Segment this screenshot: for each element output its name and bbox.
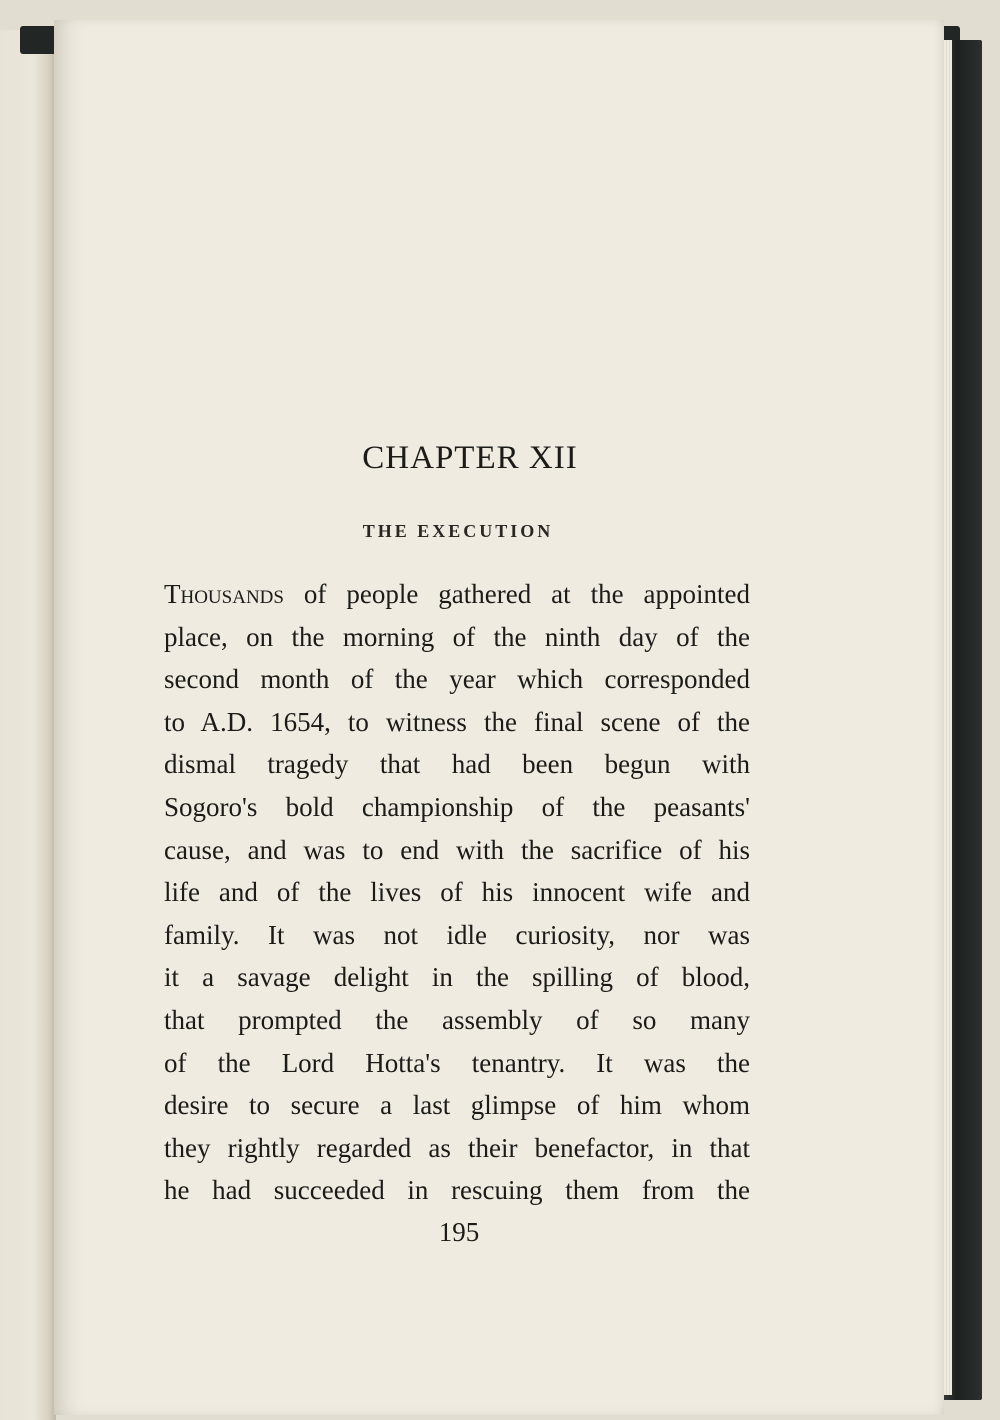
text-line-content: he had succeeded in rescuing them from the bbox=[164, 1175, 750, 1206]
text-line-content: cause, and was to end with the sacrifice of his bbox=[164, 834, 750, 865]
text-line-content: family. It was not idle curiosity, nor was bbox=[164, 919, 750, 950]
text-line-content: it a savage delight in the spilling of blood, bbox=[164, 962, 750, 993]
body-text bbox=[164, 573, 750, 1212]
book-page bbox=[54, 20, 944, 1415]
text-line-content: they rightly regarded as their benefactor, in that bbox=[164, 1132, 750, 1163]
text-line bbox=[164, 786, 750, 829]
text-line bbox=[164, 573, 750, 616]
text-line-content: desire to secure a last glimpse of him whom bbox=[164, 1090, 750, 1121]
text-line bbox=[164, 616, 750, 659]
text-line bbox=[164, 1084, 750, 1127]
text-line-content: second month of the year which corresponded bbox=[164, 664, 750, 695]
chapter-heading: CHAPTER XII bbox=[362, 440, 578, 476]
text-line-content: Sogoro's bold championship of the peasants' bbox=[164, 791, 750, 822]
text-line-content: of the Lord Hotta's tenantry. It was the bbox=[164, 1047, 750, 1078]
text-line bbox=[164, 701, 750, 744]
text-line bbox=[164, 658, 750, 701]
text-line bbox=[164, 1127, 750, 1170]
text-line bbox=[164, 829, 750, 872]
dropcap-word: Thousands bbox=[164, 579, 284, 609]
text-line bbox=[164, 1169, 750, 1212]
text-line-content: to A.D. 1654, to witness the final scene of the bbox=[164, 706, 750, 737]
text-line bbox=[164, 999, 750, 1042]
page-number: 195 bbox=[438, 1217, 480, 1247]
text-line-content: place, on the morning of the ninth day of the bbox=[164, 621, 750, 652]
text-line-content: of people gathered at the appointed bbox=[283, 579, 750, 609]
text-line bbox=[164, 871, 750, 914]
previous-page-edge bbox=[0, 30, 56, 1420]
text-line-content: that prompted the assembly of so many bbox=[164, 1004, 750, 1035]
text-line bbox=[164, 914, 750, 957]
text-line bbox=[164, 1042, 750, 1085]
chapter-title: THE EXECUTION bbox=[362, 521, 554, 541]
text-line bbox=[164, 956, 750, 999]
text-line-content: dismal tragedy that had been begun with bbox=[164, 749, 750, 780]
text-line bbox=[164, 743, 750, 786]
text-line-content: life and of the lives of his innocent wife and bbox=[164, 877, 750, 908]
